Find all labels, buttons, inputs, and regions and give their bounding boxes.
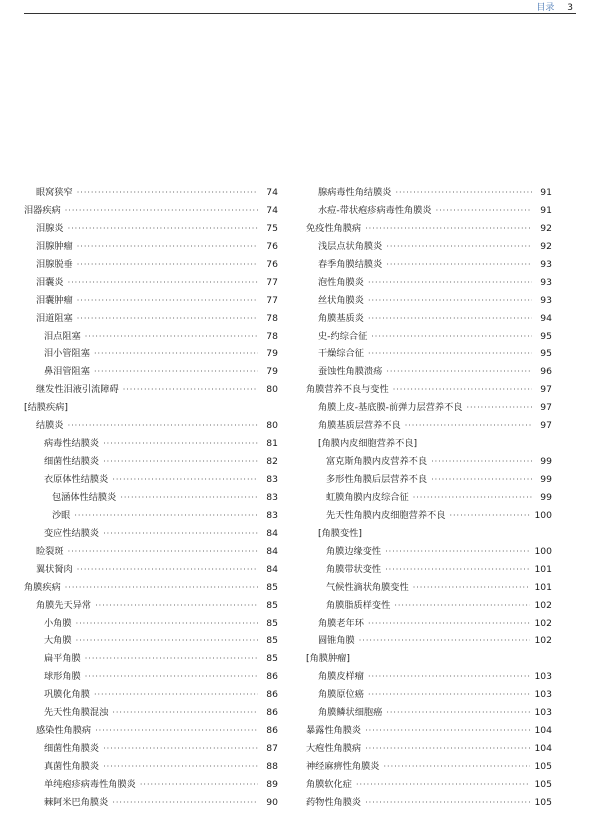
toc-entry-title: 泪点阻塞 bbox=[44, 330, 81, 342]
toc-entry-title: 大疱性角膜病 bbox=[306, 743, 362, 755]
dot-leader bbox=[120, 489, 258, 507]
toc-entry-title: 棘阿米巴角膜炎 bbox=[44, 796, 109, 808]
toc-entry-page: 79 bbox=[266, 348, 278, 360]
dot-leader bbox=[413, 579, 531, 597]
toc-entry-title: 泪囊肿瘤 bbox=[36, 294, 73, 306]
toc-entry-title: 真菌性角膜炎 bbox=[44, 761, 100, 772]
toc-entry-title: 眼窝狭窄 bbox=[36, 187, 73, 198]
toc-entry bbox=[24, 435, 278, 453]
toc-entry-page: 95 bbox=[540, 348, 552, 360]
toc-entry-title: 角膜脂质样变性 bbox=[326, 599, 391, 611]
toc-entry-page: 93 bbox=[540, 294, 552, 306]
toc-entry-page: 91 bbox=[540, 204, 552, 216]
toc-entry bbox=[24, 543, 278, 561]
dot-leader bbox=[65, 579, 258, 597]
toc-entry bbox=[306, 561, 552, 579]
toc-entry-page: 97 bbox=[540, 384, 552, 396]
toc-left-column bbox=[24, 184, 278, 812]
toc-entry-page: 99 bbox=[540, 456, 552, 468]
toc-entry bbox=[306, 471, 552, 489]
toc-entry-page: 102 bbox=[534, 599, 552, 611]
toc-entry-title: 角膜鳞状细胞癌 bbox=[318, 707, 383, 719]
toc-entry bbox=[24, 561, 278, 579]
toc-entry-page: 96 bbox=[540, 366, 552, 378]
toc-entry-title: 细菌性结膜炎 bbox=[44, 456, 100, 468]
toc-entry-title: 泪器疾病 bbox=[24, 204, 61, 216]
dot-leader bbox=[436, 202, 532, 220]
dot-leader bbox=[368, 615, 531, 633]
toc-entry-title: 丝状角膜炎 bbox=[318, 294, 364, 306]
toc-entry-page: 103 bbox=[534, 707, 552, 719]
toc-entry bbox=[24, 471, 278, 489]
toc-entry-title: 免疫性角膜病 bbox=[306, 222, 362, 234]
toc-entry bbox=[24, 632, 278, 650]
toc-entry-title: 干燥综合征 bbox=[318, 348, 364, 360]
toc-entry bbox=[306, 543, 552, 561]
toc-entry-page: 87 bbox=[266, 743, 278, 755]
toc-entry bbox=[24, 238, 278, 256]
toc-entry-title: 富克斯角膜内皮营养不良 bbox=[326, 456, 428, 468]
toc-entry-title: 蚕蚀性角膜溃疡 bbox=[318, 366, 383, 378]
toc-entry-title: 巩膜化角膜 bbox=[44, 689, 90, 701]
toc-entry-page: 101 bbox=[534, 581, 552, 593]
toc-entry-title: 睑裂斑 bbox=[36, 545, 64, 557]
toc-entry-page: 103 bbox=[534, 671, 552, 683]
dot-leader bbox=[385, 561, 530, 579]
toc-entry bbox=[24, 363, 278, 381]
toc-entry bbox=[306, 256, 552, 274]
toc-entry-title: 多形性角膜后层营养不良 bbox=[326, 474, 428, 485]
toc-entry-title: 先天性角膜混浊 bbox=[44, 707, 109, 719]
toc-entry-page: 76 bbox=[266, 240, 278, 252]
toc-entry bbox=[306, 615, 552, 633]
toc-entry-title: 气候性滴状角膜变性 bbox=[326, 581, 409, 593]
toc-entry-page: 80 bbox=[266, 384, 278, 396]
dot-leader bbox=[74, 507, 258, 525]
toc-entry bbox=[306, 345, 552, 363]
header-label: 目录 bbox=[536, 3, 555, 13]
toc-entry-page: 77 bbox=[266, 294, 278, 306]
toc-entry-page: 83 bbox=[266, 474, 278, 485]
toc-entry-page: 90 bbox=[266, 796, 278, 808]
toc-entry-page: 94 bbox=[540, 312, 552, 324]
dot-leader bbox=[68, 543, 258, 561]
toc-entry bbox=[306, 650, 552, 668]
toc-entry-title: 包涵体性结膜炎 bbox=[52, 491, 117, 503]
dot-leader bbox=[466, 399, 532, 417]
dot-leader bbox=[112, 471, 258, 489]
toc-entry-page: 102 bbox=[534, 617, 552, 629]
dot-leader bbox=[384, 758, 531, 776]
toc-entry-page: 83 bbox=[266, 509, 278, 521]
dot-leader bbox=[431, 471, 532, 489]
toc-entry-title: 翼状胬肉 bbox=[36, 563, 73, 575]
toc-entry-title: 泪道阻塞 bbox=[36, 312, 73, 324]
dot-leader bbox=[68, 274, 258, 292]
toc-entry-page: 92 bbox=[540, 240, 552, 252]
toc-entry-page: 95 bbox=[540, 330, 552, 342]
toc-entry-title: 浅层点状角膜炎 bbox=[318, 240, 383, 252]
dot-leader bbox=[103, 525, 258, 543]
toc-entry bbox=[24, 310, 278, 328]
toc-entry bbox=[306, 328, 552, 346]
toc-entry-page: 84 bbox=[266, 563, 278, 575]
toc-entry-title: 春季角膜结膜炎 bbox=[318, 258, 383, 270]
toc-entry-page: 78 bbox=[266, 330, 278, 342]
toc-right-column bbox=[306, 184, 552, 812]
toc-entry-page: 100 bbox=[534, 545, 552, 557]
toc-entry-page: 85 bbox=[266, 617, 278, 629]
toc-entry bbox=[24, 758, 278, 776]
toc-entry bbox=[306, 238, 552, 256]
toc-entry-title: 角膜上皮-基底膜-前弹力层营养不良 bbox=[318, 402, 463, 414]
dot-leader bbox=[103, 453, 258, 471]
toc-entry bbox=[306, 794, 552, 812]
toc-entry-page: 103 bbox=[534, 689, 552, 701]
toc-entry-title: 大角膜 bbox=[44, 635, 72, 647]
toc-entry-title: 变应性结膜炎 bbox=[44, 527, 100, 539]
toc-entry bbox=[306, 310, 552, 328]
dot-leader bbox=[368, 310, 532, 328]
toc-entry bbox=[306, 722, 552, 740]
toc-entry-page: 88 bbox=[266, 761, 278, 772]
toc-entry-title: 角膜基质层营养不良 bbox=[318, 420, 401, 432]
toc-entry-page: 76 bbox=[266, 258, 278, 270]
toc-entry-title: 衣原体性结膜炎 bbox=[44, 474, 109, 485]
toc-entry-page: 74 bbox=[266, 187, 278, 198]
toc-entry bbox=[306, 489, 552, 507]
toc-entry bbox=[24, 381, 278, 399]
dot-leader bbox=[85, 668, 258, 686]
toc-entry bbox=[306, 184, 552, 202]
toc-entry-title: [角膜变性] bbox=[318, 527, 362, 539]
toc-entry bbox=[306, 704, 552, 722]
dot-leader bbox=[77, 292, 258, 310]
toc-entry bbox=[24, 453, 278, 471]
toc-entry bbox=[24, 202, 278, 220]
toc-entry bbox=[306, 435, 552, 453]
dot-leader bbox=[386, 363, 532, 381]
toc-entry-page: 74 bbox=[266, 204, 278, 216]
toc-entry-page: 105 bbox=[534, 778, 552, 790]
toc-entry-page: 93 bbox=[540, 276, 552, 288]
dot-leader bbox=[385, 543, 530, 561]
toc-entry-title: 角膜营养不良与变性 bbox=[306, 384, 389, 396]
dot-leader bbox=[368, 292, 532, 310]
toc-entry-page: 97 bbox=[540, 420, 552, 432]
toc-entry bbox=[24, 399, 278, 417]
toc-entry-title: 虹膜角膜内皮综合征 bbox=[326, 491, 409, 503]
toc-entry-title: [结膜疾病] bbox=[24, 402, 68, 414]
toc-entry-page: 102 bbox=[534, 635, 552, 647]
dot-leader bbox=[413, 489, 532, 507]
toc-entry-title: 扁平角膜 bbox=[44, 653, 81, 665]
toc-entry-page: 84 bbox=[266, 545, 278, 557]
toc-entry bbox=[24, 597, 278, 615]
dot-leader bbox=[68, 220, 258, 238]
toc-entry bbox=[306, 525, 552, 543]
toc-entry-page: 92 bbox=[540, 222, 552, 234]
toc-entry-title: 单纯疱疹病毒性角膜炎 bbox=[44, 778, 136, 790]
toc-entry bbox=[306, 758, 552, 776]
toc-entry bbox=[306, 399, 552, 417]
toc-entry-page: 81 bbox=[266, 438, 278, 450]
dot-leader bbox=[396, 184, 533, 202]
toc-entry bbox=[24, 650, 278, 668]
dot-leader bbox=[77, 310, 258, 328]
toc-entry-title: 球形角膜 bbox=[44, 671, 81, 683]
dot-leader bbox=[368, 686, 531, 704]
toc-entry-page: 105 bbox=[534, 761, 552, 772]
dot-leader bbox=[368, 345, 532, 363]
toc-entry-title: 鼻泪管阻塞 bbox=[44, 366, 90, 378]
toc-entry-title: 角膜边缘变性 bbox=[326, 545, 382, 557]
toc-entry-title: 先天性角膜内皮细胞营养不良 bbox=[326, 509, 446, 521]
dot-leader bbox=[356, 776, 531, 794]
dot-leader bbox=[94, 363, 258, 381]
dot-leader bbox=[365, 740, 530, 758]
toc-entry bbox=[306, 668, 552, 686]
toc-entry bbox=[306, 363, 552, 381]
toc-entry bbox=[24, 722, 278, 740]
toc-entry-title: 沙眼 bbox=[52, 509, 71, 521]
dot-leader bbox=[94, 345, 258, 363]
dot-leader bbox=[123, 381, 258, 399]
toc-entry bbox=[306, 507, 552, 525]
toc-entry-page: 75 bbox=[266, 222, 278, 234]
toc-entry bbox=[24, 579, 278, 597]
toc-entry bbox=[306, 274, 552, 292]
dot-leader bbox=[76, 632, 258, 650]
toc-entry-page: 91 bbox=[540, 187, 552, 198]
toc-entry-page: 83 bbox=[266, 491, 278, 503]
toc-entry-page: 85 bbox=[266, 635, 278, 647]
dot-leader bbox=[365, 794, 530, 812]
dot-leader bbox=[77, 184, 258, 202]
dot-leader bbox=[112, 704, 258, 722]
toc-entry-title: 细菌性角膜炎 bbox=[44, 743, 100, 755]
toc-entry-title: 角膜带状变性 bbox=[326, 563, 382, 575]
page-number: 3 bbox=[567, 3, 573, 13]
toc-entry bbox=[306, 220, 552, 238]
toc-entry-title: 角膜先天异常 bbox=[36, 599, 92, 611]
toc-entry-page: 97 bbox=[540, 402, 552, 414]
toc-entry-title: 泡性角膜炎 bbox=[318, 276, 364, 288]
toc-entry-title: 腺病毒性角结膜炎 bbox=[318, 187, 392, 198]
toc-entry-title: 神经麻痹性角膜炎 bbox=[306, 761, 380, 772]
dot-leader bbox=[365, 722, 530, 740]
dot-leader bbox=[368, 274, 532, 292]
toc-entry-page: 85 bbox=[266, 653, 278, 665]
toc-entry-title: 继发性泪液引流障碍 bbox=[36, 384, 119, 396]
toc-entry bbox=[24, 256, 278, 274]
toc-entry-title: 角膜疾病 bbox=[24, 581, 61, 593]
dot-leader bbox=[371, 328, 532, 346]
toc-entry-title: 结膜炎 bbox=[36, 420, 64, 432]
toc-entry bbox=[24, 668, 278, 686]
toc-entry-page: 86 bbox=[266, 707, 278, 719]
dot-leader bbox=[405, 417, 532, 435]
toc-entry-title: 水痘-带状疱疹病毒性角膜炎 bbox=[318, 204, 432, 216]
toc-entry bbox=[306, 776, 552, 794]
toc-entry-page: 101 bbox=[534, 563, 552, 575]
dot-leader bbox=[140, 776, 258, 794]
dot-leader bbox=[431, 453, 532, 471]
dot-leader bbox=[85, 328, 258, 346]
toc-entry bbox=[306, 453, 552, 471]
dot-leader bbox=[94, 686, 258, 704]
toc-entry bbox=[24, 328, 278, 346]
toc-entry-title: 小角膜 bbox=[44, 617, 72, 629]
dot-leader bbox=[77, 238, 258, 256]
toc-entry bbox=[24, 794, 278, 812]
toc-entry bbox=[24, 292, 278, 310]
header-rule bbox=[24, 13, 576, 14]
dot-leader bbox=[368, 668, 531, 686]
toc-entry-page: 85 bbox=[266, 581, 278, 593]
dot-leader bbox=[103, 740, 258, 758]
toc-entry-page: 93 bbox=[540, 258, 552, 270]
toc-entry-page: 105 bbox=[534, 796, 552, 808]
dot-leader bbox=[386, 238, 532, 256]
toc-entry-page: 77 bbox=[266, 276, 278, 288]
toc-entry bbox=[24, 220, 278, 238]
toc-entry-title: 泪腺脱垂 bbox=[36, 258, 73, 270]
toc-entry bbox=[306, 292, 552, 310]
dot-leader bbox=[103, 435, 258, 453]
toc-entry bbox=[24, 345, 278, 363]
toc-entry-title: 暴露性角膜炎 bbox=[306, 725, 362, 737]
toc-entry-title: 药物性角膜炎 bbox=[306, 796, 362, 808]
dot-leader bbox=[77, 256, 258, 274]
toc-entry-title: 泪囊炎 bbox=[36, 276, 64, 288]
toc-entry-page: 78 bbox=[266, 312, 278, 324]
toc-entry bbox=[306, 740, 552, 758]
dot-leader bbox=[386, 256, 532, 274]
toc-entry bbox=[24, 686, 278, 704]
toc-entry-page: 89 bbox=[266, 778, 278, 790]
dot-leader bbox=[449, 507, 530, 525]
toc-entry-title: 泪小管阻塞 bbox=[44, 348, 90, 360]
toc-entry-page: 99 bbox=[540, 474, 552, 485]
dot-leader bbox=[95, 722, 258, 740]
toc-entry-page: 86 bbox=[266, 689, 278, 701]
toc-entry bbox=[306, 579, 552, 597]
toc-entry-page: 86 bbox=[266, 671, 278, 683]
toc-entry-title: 泪腺炎 bbox=[36, 222, 64, 234]
dot-leader bbox=[112, 794, 258, 812]
toc-entry-title: [角膜肿瘤] bbox=[306, 653, 350, 665]
toc-entry bbox=[24, 417, 278, 435]
dot-leader bbox=[85, 650, 258, 668]
toc-entry-title: 角膜软化症 bbox=[306, 778, 352, 790]
toc-entry bbox=[24, 274, 278, 292]
dot-leader bbox=[76, 615, 258, 633]
toc-entry bbox=[24, 184, 278, 202]
toc-entry bbox=[306, 686, 552, 704]
toc-entry bbox=[24, 740, 278, 758]
toc-entry-title: 角膜基质炎 bbox=[318, 312, 364, 324]
toc-entry bbox=[24, 615, 278, 633]
dot-leader bbox=[103, 758, 258, 776]
toc-entry-title: 角膜老年环 bbox=[318, 617, 364, 629]
toc-entry bbox=[24, 525, 278, 543]
toc-entry bbox=[306, 417, 552, 435]
toc-entry-page: 82 bbox=[266, 456, 278, 468]
dot-leader bbox=[394, 597, 530, 615]
dot-leader bbox=[65, 202, 258, 220]
toc-entry-title: [角膜内皮细胞营养不良] bbox=[318, 438, 418, 450]
toc-entry-page: 104 bbox=[534, 725, 552, 737]
toc-entry-title: 泪腺肿瘤 bbox=[36, 240, 73, 252]
toc-entry-page: 99 bbox=[540, 491, 552, 503]
dot-leader bbox=[393, 381, 532, 399]
toc-entry-page: 100 bbox=[534, 509, 552, 521]
toc-entry-page: 84 bbox=[266, 527, 278, 539]
dot-leader bbox=[359, 632, 531, 650]
toc-entry bbox=[306, 202, 552, 220]
dot-leader bbox=[386, 704, 530, 722]
toc-entry-title: 角膜原位癌 bbox=[318, 689, 364, 701]
toc-entry-page: 86 bbox=[266, 725, 278, 737]
toc-entry bbox=[306, 381, 552, 399]
dot-leader bbox=[77, 561, 258, 579]
toc-entry-page: 104 bbox=[534, 743, 552, 755]
toc-entry bbox=[24, 489, 278, 507]
toc-entry-title: 角膜皮样瘤 bbox=[318, 671, 364, 683]
toc-entry bbox=[306, 597, 552, 615]
dot-leader bbox=[365, 220, 532, 238]
toc-entry bbox=[24, 507, 278, 525]
dot-leader bbox=[68, 417, 258, 435]
toc-entry-title: 病毒性结膜炎 bbox=[44, 438, 100, 450]
dot-leader bbox=[95, 597, 258, 615]
toc-entry-title: 圆锥角膜 bbox=[318, 635, 355, 647]
toc-entry bbox=[306, 632, 552, 650]
toc-entry-page: 85 bbox=[266, 599, 278, 611]
toc-entry-page: 80 bbox=[266, 420, 278, 432]
toc-entry bbox=[24, 704, 278, 722]
toc-entry-title: 感染性角膜病 bbox=[36, 725, 92, 737]
toc-entry-page: 79 bbox=[266, 366, 278, 378]
toc-entry-title: 史-约综合征 bbox=[318, 330, 368, 342]
page-header bbox=[536, 0, 573, 13]
toc-entry bbox=[24, 776, 278, 794]
